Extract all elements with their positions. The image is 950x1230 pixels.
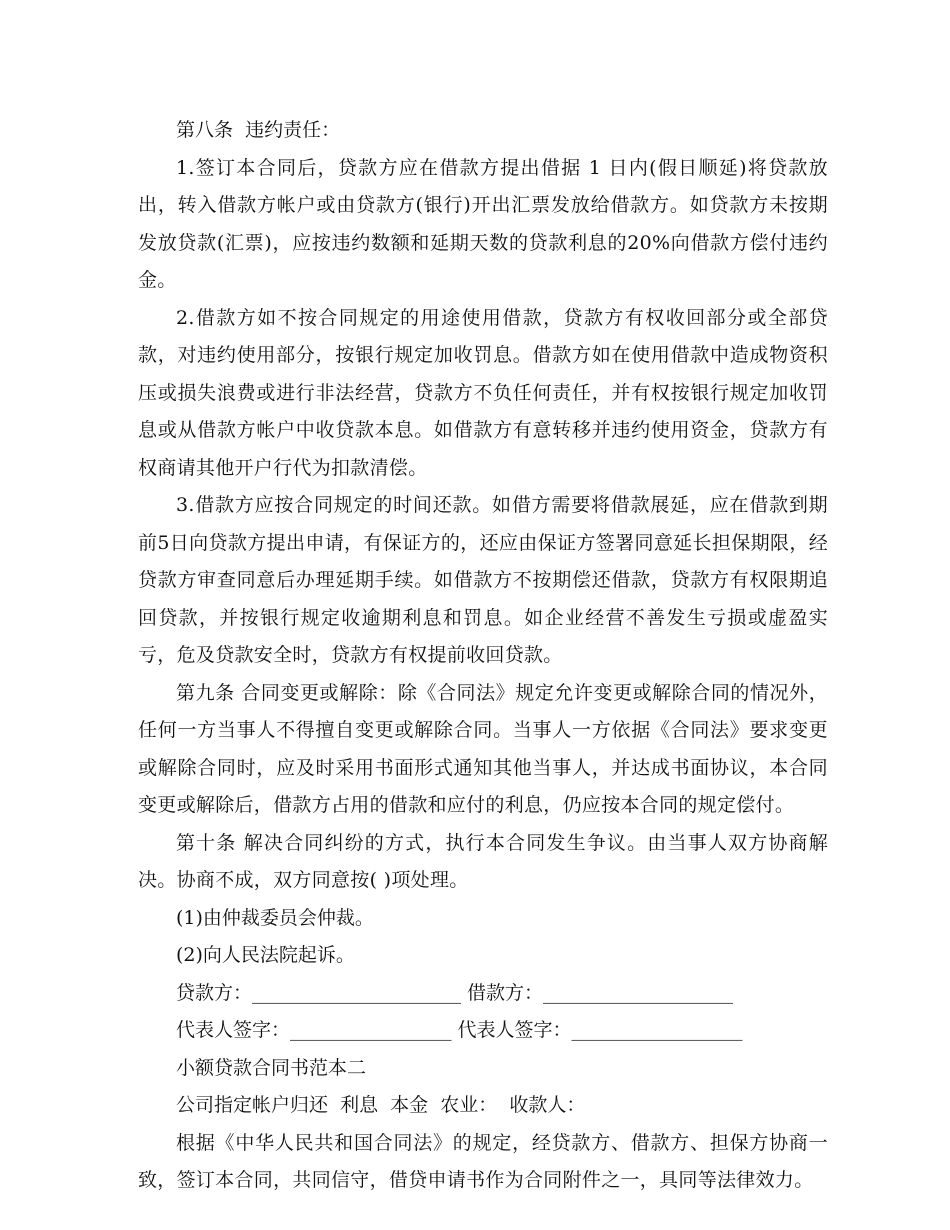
article8-item3: 3.借款方应按合同规定的时间还款。如借方需要将借款展延，应在借款到期前5日向贷款方提出申请，有保证方的，还应由保证方签署同意延长担保期限，经贷款方审查同意后办理延期手续。如借款方不按期偿还借款，贷款方有权限期追回贷款，并按银行规定收逾期利息和罚息。如企业经营不善发生亏损或虚盈实亏，危及贷款安全时，贷款方有权提前收回贷款。: [138, 494, 828, 666]
sample2-fields: 公司指定帐户归还 利息 本金 农业： 收款人：: [176, 1094, 586, 1116]
sample2-intro: 根据《中华人民共和国合同法》的规定，经贷款方、借款方、担保方协商一致，签订本合同，共同信守，借贷申请书作为合同附件之一，具同等法律效力。: [138, 1131, 828, 1191]
article10-text: 第十条 解决合同纠纷的方式，执行本合同发生争议。由当事人双方协商解决。协商不成，双方同意按( )项处理。: [138, 831, 828, 891]
article9-text: 第九条 合同变更或解除：除《合同法》规定允许变更或解除合同的情况外，任何一方当事人不得擅自变更或解除合同。当事人一方依据《合同法》要求变更或解除合同时，应及时采用书面形式通知其他当事人，并达成书面协议，本合同变更或解除后，借款方占用的借款和应付的利息，仍应按本合同的规定偿付。: [138, 681, 828, 816]
sample2-title: 小额贷款合同书范本二: [176, 1056, 367, 1079]
article10-option1: (1)由仲裁委员会仲裁。: [176, 906, 374, 929]
article8-heading: 第八条 违约责任：: [176, 119, 341, 141]
signature-parties-line: 贷款方：______________________ 借款方：____________________: [176, 981, 734, 1004]
signature-representatives-line: 代表人签字：_________________ 代表人签字：__________________: [176, 1019, 743, 1041]
article8-item1: 1.签订本合同后，贷款方应在借款方提出借据 1 日内(假日顺延)将贷款放出，转入借款方帐户或由贷款方(银行)开出汇票发放给借款方。如贷款方未按期发放贷款(汇票)，应按违约数额和延期天数的贷款利息的20%向借款方偿付违约金。: [138, 156, 828, 291]
article10-option2: (2)向人民法院起诉。: [176, 944, 355, 966]
article8-item2: 2.借款方如不按合同规定的用途使用借款，贷款方有权收回部分或全部贷款，对违约使用部分，按银行规定加收罚息。借款方如在使用借款中造成物资积压或损失浪费或进行非法经营，贷款方不负任何责任，并有权按银行规定加收罚息或从借款方帐户中收贷款本息。如借款方有意转移并违约使用资金，贷款方有权商请其他开户行代为扣款清偿。: [138, 306, 828, 479]
document-page: [138, 112, 828, 1200]
